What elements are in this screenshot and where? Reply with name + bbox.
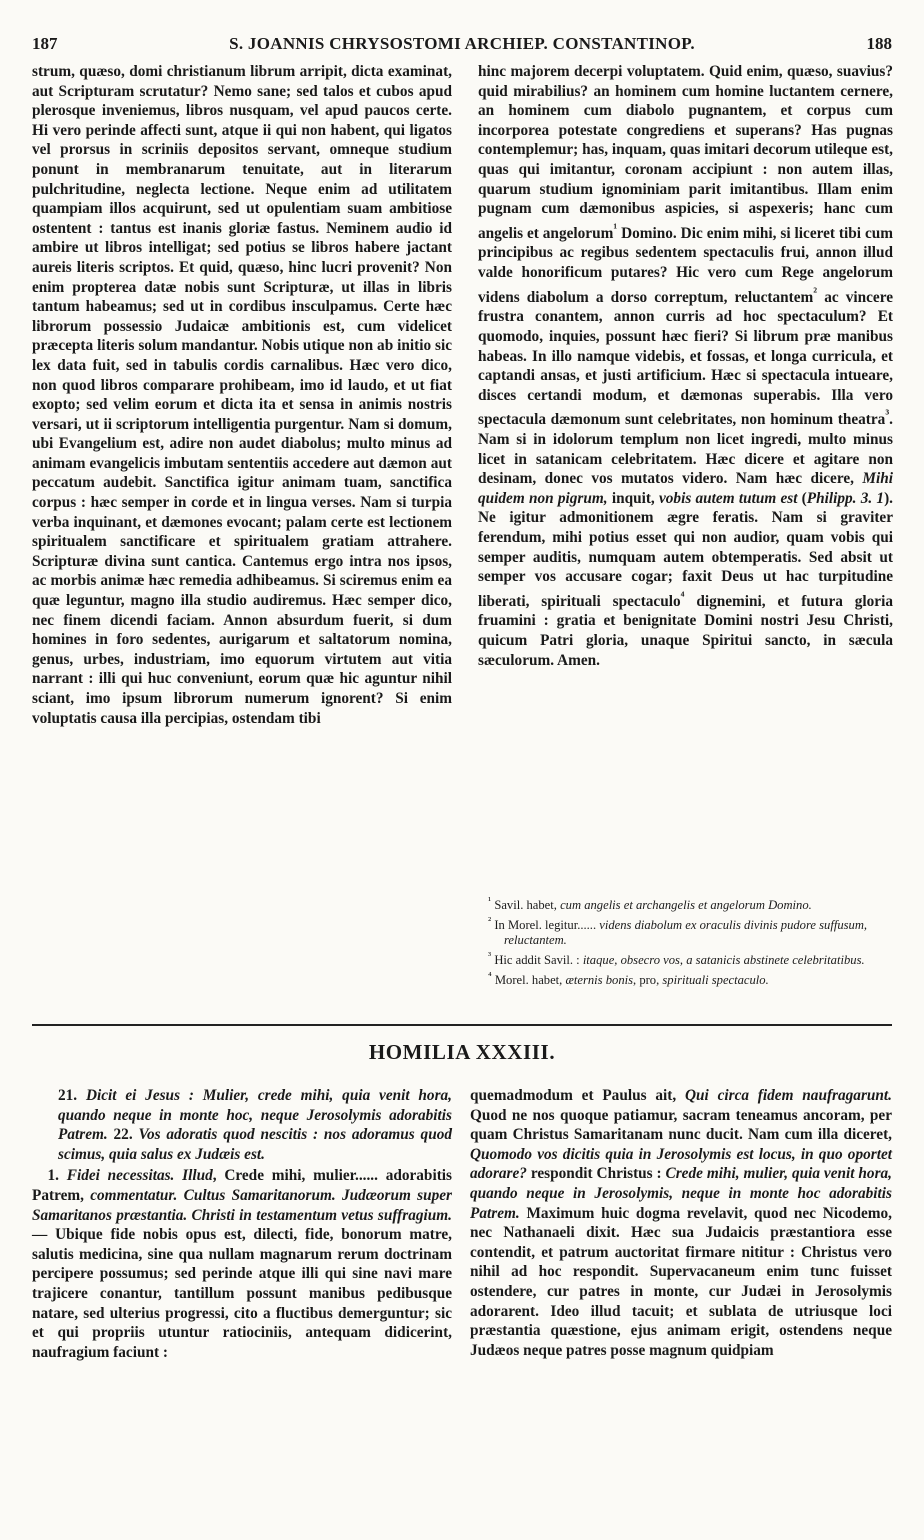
- page-number-right: 188: [866, 34, 892, 53]
- lower-right-column: [470, 1086, 892, 1506]
- section-number: 1.: [47, 1167, 59, 1185]
- section-summary: commentatur. Cultus Samaritanorum. Judæorum super Samaritanos præstantia. Christi in testamentum vetus suffragium.: [32, 1186, 452, 1224]
- homily-title: HOMILIA XXXIII.: [368, 1040, 556, 1064]
- page-number-left: 187: [32, 34, 58, 53]
- upper-right-column: [478, 62, 893, 852]
- footnote: $^{^3}$ Hic addit Savil. : itaque, obsecro vos, a satanicis abstinete celebritatibus.: [488, 950, 865, 968]
- gospel-verses: 21. Dicit ei Jesus : Mulier, crede mihi, quia venit hora, quando neque in monte hoc, neque Jerosolymis adorabitis Patrem. 22. Vos adoratis quod nescitis : nos adoramus quod scimus, quia salus ex Judæis est.: [58, 1087, 452, 1163]
- footnotes: [478, 894, 893, 988]
- section-title: Fidei necessitas.: [66, 1167, 175, 1185]
- lower-right-text: quemadmodum et Paulus ait, Qui circa fidem naufragarunt. Quod ne nos quoque patiamur, sacram teneamus ancoram, per quam Christus Samaritanam nunc ducit. Nam cum illa diceret, Quomodo vos dicitis quia in Jerosolymis est locus, in quo oportet adorare? respondit Christus : Crede mihi, mulier, quia venit hora, quando neque in Jerosolymis, neque in monte hoc adorabitis Patrem. Maximum huic dogma revelavit, quod nec Nicodemo, nec Nathanaeli dixit. Hæc sua Judaicis præstantiora esse contendit, et patrum auctoritat firmare nititur : Christus vero nihil ad hoc respondit. Supervacaneum enim tunc fuisset ostendere, cur patres in monte, cur Judæi in Jerosolymis adorarent. Ideo illud tacuit; et sublata de utriusque loci præstantia quæstione, ejus animam erigit, ostendens neque Judæos neque patres posse magnum quidpiam: [470, 1087, 892, 1359]
- upper-left-column: [32, 62, 452, 1014]
- running-header: [0, 0, 924, 53]
- footnote: $^{^1}$ Savil. habet, cum angelis et archangelis et angelorum Domino.: [488, 896, 812, 913]
- footnote-mark-2: ²: [813, 284, 818, 299]
- section-divider: [32, 1024, 892, 1026]
- lower-left-column: [32, 1086, 452, 1506]
- upper-left-text: strum, quæso, domi christianum librum arripit, dicta examinat, aut Scripturam scrutatur? Nemo sane; sed talos et cubos apud plerosque inveniemus, libros nusquam, vel apud paucos certe. Hi vero perinde affecti sunt, atque ii qui non habent, qui ligatos vel prorsus in scriniis depositos servant, omneque studium ponunt in membranarum tenuitate, aut in literarum pulchritudine, neglecta lectione. Neque enim ad utilitatem quampiam illos acquirunt, sed ut opulentiam suam ambitiose ostentent : tantus est inanis gloriæ fastus. Neminem audio id ambire ut libros intelligat; sed potius se libros habere jactant aureis literis scriptos. Et quid, quæso, hinc lucri provenit? Non enim propterea datæ nobis sunt Scripturæ, ut illas in libris tantum habeamus; sed ut in cordibus insculpamus. Certe hæc librorum possessio Judaicæ ambitionis est, cum videlicet præcepta literis solum mandantur. Nobis utique non ab initio sic lex data fuit, sed in tabulis cordis carnalibus. Hæc vero dico, non quod libros comparare prohibeam, imo id laudo, et ut fiat exopto; sed velim eorum et dicta ita et sensa in animis nostris versari, ut ii scriptorum intelligentia purgentur. Nam si domum, ubi Evangelium est, adire non audet diabolus; multo minus ad animam evangelicis imbutam sententiis accedere aut dæmon aut peccatum audebit. Sanctifica igitur animam tuam, sanctifica corpus : hæc semper in corde et in lingua verses. Nam si turpia verba inquinant, et dæmones evocant; palam certe est lectionem spiritualem sanctificare et spiritualem gratiam attrahere. Scripturæ divina sunt cantica. Cantemus ergo intra nos ipsos, ac morbis animæ hæc remedia adhibeamus. Si sciremus enim ea quæ leguntur, magno illa studio audiremus. Hæc semper dico, nec finem dicendi faciam. Annon absurdum fuerit, si dum homines in foro sedentes, aurigarum et saltatorum nomina, genus, urbes, industriam, imo equorum virtutem aut vitia narrant : illi qui huc conveniunt, eorum quæ hic aguntur nihil sciant, imo ipsum librorum numerum ignorent? Si enim voluptatis causa illa percipias, ostendam tibi: [32, 63, 452, 727]
- upper-right-text: hinc majorem decerpi voluptatem. Quid enim, quæso, suavius? quid mirabilius? an hominem cum homine luctantem cernere, an hominem cum diabolo pugnantem, et corpus cum incorporea potestate congrediens et superans? Has pugnas contemplemur; has, inquam, quas imitari decorum utileque est, quas qui imitantur, coronam accipiunt : non autem illas, quarum studium ignominiam parit imitantibus. Illam enim pugnam cum dæmonibus aspicies, si aspexeris; hanc cum angelis et angelorum$^{^1}$ Domino. Dic enim mihi, si liceret tibi cum principibus ac regibus sedentem spectaculis frui, annon illud valde honorificum putares? Hic vero cum Rege angelorum videns diabolum a dorso correptum, reluctantem$^{^2}$ ac vincere frustra conantem, annon curris ad hoc spectaculum? Et quomodo, inquies, possunt hæc fieri? Si librum præ manibus habeas. In illo namque videbis, et fossas, et longa curricula, et captandi ansas, et justi artificium. Hæc si spectacula intueare, disces certandi modum, et dæmonas superabis. Illa vero spectacula dæmonum sunt celebritates, non hominum theatra$^{^3}$. Nam si in idolorum templum non licet ingredi, multo minus licet in satanicam celebritatem. Hæc dicere et agitare non desinam, donec vos mutatos videro. Nam hæc dicere, Mihi quidem non pigrum, inquit, vobis autem tutum est (Philipp. 3. 1). Ne igitur admonitionem ægre feratis. Nam si graviter ferendum, mihi potius esset qui non audior, quam vobis qui semper auditis, numquam autem obtemperatis. Sed absit ut semper vos accusare cogar; faxit Deus ut hac turpitudine liberati, spirituali spectaculo$^{^4}$ dignemini, et futura gloria fruamini : gratia et benignitate Domini nostri Jesu Christi, quicum Patri gloria, unaque Spiritui sancto, in sæcula sæculorum. Amen.: [478, 63, 894, 669]
- footnote: $^{^4}$ Morel. habet, æternis bonis, pro, spirituali spectaculo.: [488, 970, 769, 987]
- footnote-mark-4: ⁴: [680, 588, 685, 603]
- footnote-mark-1: ¹: [613, 220, 618, 235]
- footnote: $^{^2}$ In Morel. legitur...... videns diabolum ex oraculis divinis pudore suffusum, reluctantem.: [488, 915, 868, 948]
- scripture-reference: Philipp. 3. 1: [806, 489, 885, 507]
- footnote-mark-3: ³: [885, 407, 890, 422]
- section-text: 1. Fidei necessitas. Illud, Crede mihi, mulier...... adorabitis Patrem, commentatur. Cultus Samaritanorum. Judæorum super Samaritanos præstantia. Christi in testamentum vetus suffragium. — Ubique fide nobis opus est, dilecti, fide, bonorum matre, salutis medicina, sine qua nullam magnarum rerum doctrinam percipere possumus; sed perinde atque illi qui sine navi mare trajicere conantur, tantillum possunt manibus pedibusque natare, sed ulterius progressi, cito a fluctibus demerguntur; sic et qui propriis utuntur ratiociniis, antequam didicerint, naufragium faciunt :: [32, 1167, 452, 1361]
- running-title: S. JOANNIS CHRYSOSTOMI ARCHIEP. CONSTANTINOP.: [229, 34, 695, 53]
